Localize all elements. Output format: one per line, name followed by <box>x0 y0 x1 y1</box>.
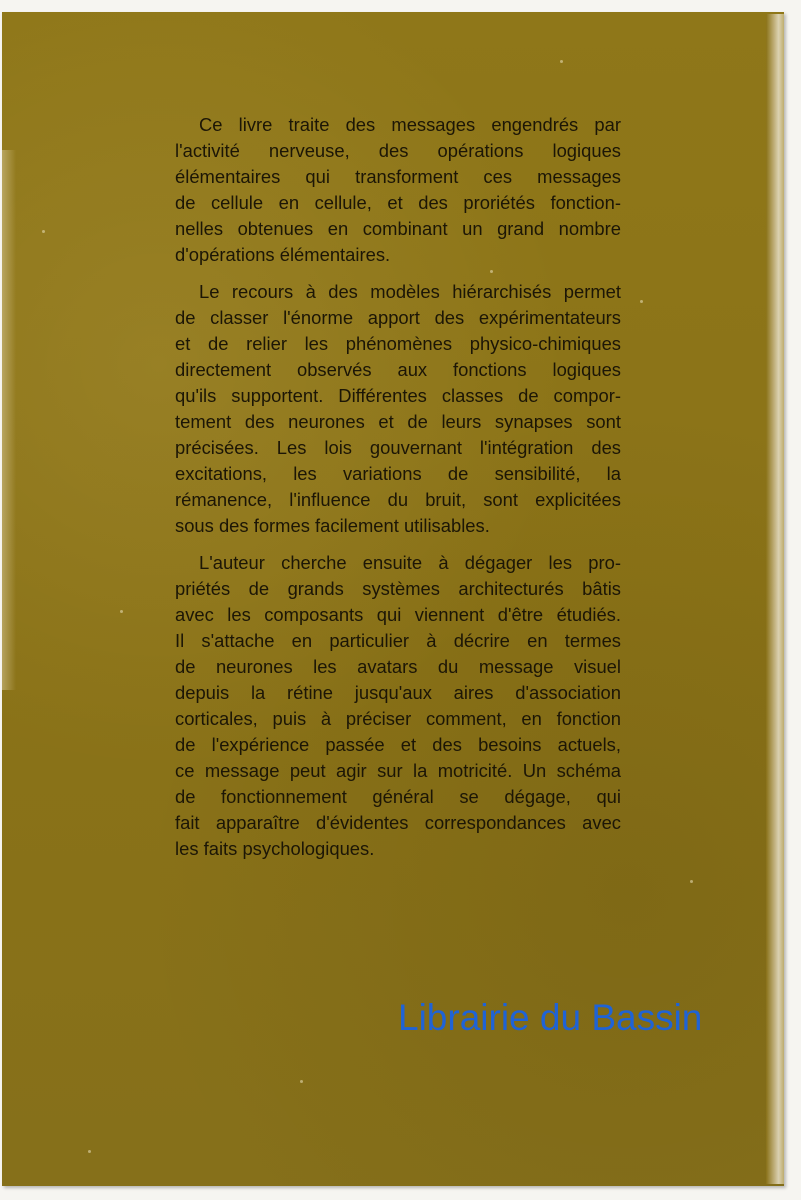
blurb-line: précisées. Les lois gouvernant l'intégration des <box>175 437 621 458</box>
blurb-line: les faits psychologiques. <box>175 838 375 859</box>
cover-speck <box>690 880 693 883</box>
blurb-line: priétés de grands systèmes architecturés bâtis <box>175 578 621 599</box>
blurb-line: de l'expérience passée et des besoins actuels, <box>175 734 621 755</box>
blurb-line: de cellule en cellule, et des proriétés fonction- <box>175 192 621 213</box>
blurb-line: avec les composants qui viennent d'être étudiés. <box>175 604 621 625</box>
blurb-line: depuis la rétine jusqu'aux aires d'association <box>175 682 621 703</box>
blurb-line: de neurones les avatars du message visuel <box>175 656 621 677</box>
blurb-line: L'auteur cherche ensuite à dégager les pro- <box>199 552 621 573</box>
blurb-line: ce message peut agir sur la motricité. Un schéma <box>175 760 621 781</box>
blurb-line: de classer l'énorme apport des expérimentateurs <box>175 307 621 328</box>
blurb-line: élémentaires qui transforment ces messages <box>175 166 621 187</box>
blurb-paragraph-2 <box>175 279 621 539</box>
blurb-line: corticales, puis à préciser comment, en fonction <box>175 708 621 729</box>
blurb-line: directement observés aux fonctions logiques <box>175 359 621 380</box>
cover-right-edge-wear <box>766 14 784 1184</box>
blurb-line: Ce livre traite des messages engendrés par <box>199 114 621 135</box>
blurb-line: fait apparaître d'évidentes correspondances avec <box>175 812 621 833</box>
blurb-line: de fonctionnement général se dégage, qui <box>175 786 621 807</box>
cover-speck <box>42 230 45 233</box>
blurb-line: qu'ils supportent. Différentes classes de compor- <box>175 385 621 406</box>
blurb-line: rémanence, l'influence du bruit, sont explicitées <box>175 489 621 510</box>
blurb-line: Le recours à des modèles hiérarchisés permet <box>199 281 621 302</box>
blurb-line: tement des neurones et de leurs synapses sont <box>175 411 621 432</box>
blurb-paragraph-1 <box>175 112 621 268</box>
blurb-line: et de relier les phénomènes physico-chimiques <box>175 333 621 354</box>
back-cover-blurb <box>175 112 621 873</box>
blurb-line: excitations, les variations de sensibilité, la <box>175 463 621 484</box>
cover-speck <box>560 60 563 63</box>
blurb-line: sous des formes facilement utilisables. <box>175 515 490 536</box>
cover-speck <box>640 300 643 303</box>
cover-speck <box>120 610 123 613</box>
seller-watermark: Librairie du Bassin <box>398 997 703 1038</box>
blurb-line: Il s'attache en particulier à décrire en termes <box>175 630 621 651</box>
blurb-line: l'activité nerveuse, des opérations logiques <box>175 140 621 161</box>
cover-left-edge-wear <box>2 150 16 690</box>
cover-speck <box>300 1080 303 1083</box>
blurb-line: d'opérations élémentaires. <box>175 244 391 265</box>
blurb-paragraph-3 <box>175 550 621 862</box>
blurb-line: nelles obtenues en combinant un grand nombre <box>175 218 621 239</box>
cover-speck <box>88 1150 91 1153</box>
